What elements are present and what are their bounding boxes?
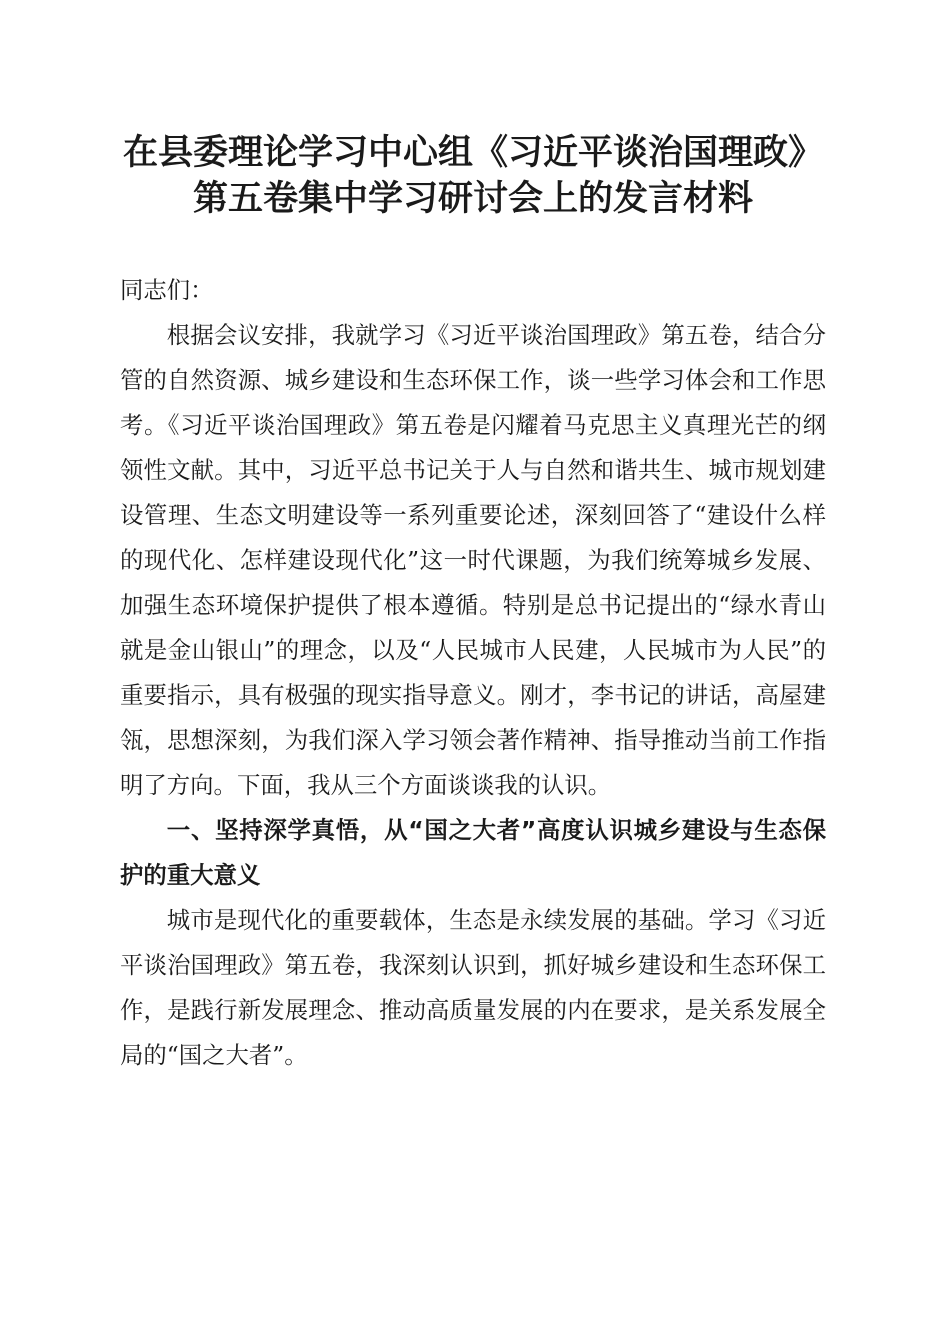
paragraph-section-1: 城市是现代化的重要载体，生态是永续发展的基础。学习《习近平谈治国理政》第五卷，我深刻认识到，抓好城乡建设和生态环保工作，是践行新发展理念、推动高质量发展的内在要求，是关系发展全局的“国之大者”。 xyxy=(120,906,826,1069)
section-heading-1: 一、坚持深学真悟，从“国之大者”高度认识城乡建设与生态保护的重大意义 xyxy=(120,816,826,889)
title-line-2: 第五卷集中学习研讨会上的发言材料 xyxy=(192,178,753,219)
title-line-1: 在县委理论学习中心组《习近平谈治国理政》 xyxy=(122,132,823,173)
document-page xyxy=(120,130,826,1078)
document-title xyxy=(120,130,826,222)
salutation: 同志们： xyxy=(120,276,214,304)
document-body xyxy=(120,268,826,1078)
paragraph-intro: 根据会议安排，我就学习《习近平谈治国理政》第五卷，结合分管的自然资源、城乡建设和生态环保工作，谈一些学习体会和工作思考。《习近平谈治国理政》第五卷是闪耀着马克思主义真理光芒的纲领性文献。其中，习近平总书记关于人与自然和谐共生、城市规划建设管理、生态文明建设等一系列重要论述，深刻回答了“建设什么样的现代化、怎样建设现代化”这一时代课题，为我们统筹城乡发展、加强生态环境保护提供了根本遵循。特别是总书记提出的“绿水青山就是金山银山”的理念，以及“人民城市人民建，人民城市为人民”的重要指示，具有极强的现实指导意义。刚才，李书记的讲话，高屋建瓴，思想深刻，为我们深入学习领会著作精神、指导推动当前工作指明了方向。下面，我从三个方面谈谈我的认识。 xyxy=(120,321,826,799)
